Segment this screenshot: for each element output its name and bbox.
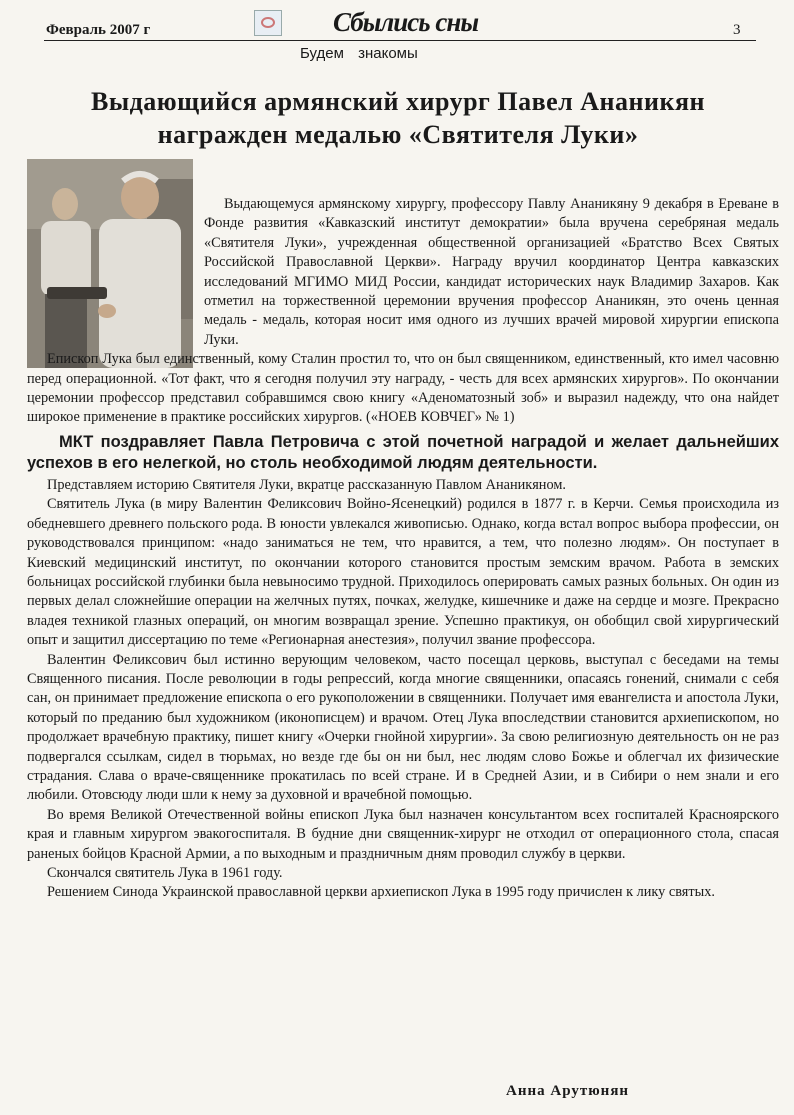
article-body: [27, 195, 779, 903]
article-headline: Выдающийся армянский хирург Павел Ананикян награжден медалью «Святителя Луки»: [91, 87, 705, 149]
paragraph-faith: Валентин Феликсович был истинно верующим человеком, часто посещал церковь, выступал с беседами на темы Священного писания. После революции в годы репрессий, когда многие священники, опасаясь гонений, снимали с себя сан, он принимает предложение епископа о его рукоположении в священники. Получает имя евангелиста и апостола Луки, который по преданию был художником (иконописцем) и врачом. Отец Лука впоследствии становится архиепископом, но продолжает врачебную практику, пишет книгу «Очерки гнойной хирургии». За свою религиозную деятельность он не раз подвергался ссылкам, сидел в тюрьмах, но везде где бы он ни был, нес людям слово Божье и облегчал их физические страдания. Слава о враче-священнике прокатилась по всей стране. И в Средней Азии, и в Сибири о нем знали и его любили. Отовсюду люди шли к нему за духовной и врачебной помощью.: [27, 651, 779, 804]
issue-date: Февраль 2007 г: [46, 22, 151, 38]
paragraph-canonization: Решением Синода Украинской православной церкви архиепископ Лука в 1995 году причислен к лику святых.: [47, 884, 715, 901]
paragraph-biography: Святитель Лука (в миру Валентин Феликсович Войно-Ясенецкий) родился в 1877 г. в Керчи. Семья происходила из обедневшего древнего польского рода. В юности увлекался живописью. Однако, когда встал вопрос выбора профессии, он руководствовался принципом: «надо заниматься не тем, что нравится, а тем, что полезно людям». Он поступает в Киевский медицинский институт, по окончании которого становится простым земским врачом. Работа в земских больницах российской глубинки была невыносимо трудной. Приходилось оперировать самых разных больных. Он один из первых делал сложнейшие операции на желчных путях, почках, желудке, кишечнике и даже на сердце и мозге. Прекрасно владея техникой глазных операций, он многим возвращал зрение. Успешно практикуя, он обобщил свой хирургический опыт и защитил диссертацию по теме «Регионарная анестезия», получил звание профессора.: [27, 496, 779, 649]
page-header: [0, 0, 794, 66]
paragraph-bishop: Епископ Лука был единственный, кому Сталин простил то, что он был священником, единственный, кто имел часовню перед операционной. «Тот факт, что я сегодня получил эту награду, - честь для всех армянских хирургов». По окончании церемонии профессор представил собравшимся свою книгу «Аденоматозный зоб» и выразил надежду, что она найдет широкое применение в практике российских хирургов. («НОЕВ КОВЧЕГ» № 1): [27, 351, 779, 426]
paragraph-congratulation: МКТ поздравляет Павла Петровича с этой почетной наградой и желает дальнейших успехов в его нелегкой, но столь необходимой людям деятельности.: [27, 432, 779, 472]
paragraph-war: Во время Великой Отечественной войны епископ Лука был назначен консультантом всех госпиталей Красноярского края и главным хирургом эвакогоспиталя. В будние дни священник-хирург не отходил от операционного стола, спасая раненых бойцов Красной Армии, а по выходным и праздничным дням проводил службу в церкви.: [27, 806, 779, 862]
newspaper-masthead: Сбылись сны: [333, 7, 479, 37]
masthead-emblem-icon: [254, 10, 282, 36]
paragraph-death: Скончался святитель Лука в 1961 году.: [47, 865, 283, 881]
paragraph-intro: Выдающемуся армянскому хирургу, профессору Павлу Ананикяну 9 декабря в Ереване в Фонде развития «Кавказский институт демократии» была вручена серебряная медаль «Святителя Луки», учрежденная общественной организацией «Братство Всех Святых Российской Православной Церкви». Награду вручил координатор Центра кавказских исследований МГИМО МИД России, кандидат исторических наук Владимир Захаров. Как отметил на торжественной церемонии вручения профессор Ананикян, это очень ценная медаль - медаль, которая носит имя одного из лучших врачей мировой хирургии епископа Луки.: [204, 196, 779, 348]
article-author: Анна Арутюнян: [506, 1083, 630, 1099]
page-number: 3: [733, 22, 741, 38]
paragraph-history-intro: Представляем историю Святителя Луки, вкратце рассказанную Павлом Ананикяном.: [47, 476, 566, 493]
header-divider: [44, 40, 756, 41]
section-title: Будем знакомы: [300, 45, 418, 62]
